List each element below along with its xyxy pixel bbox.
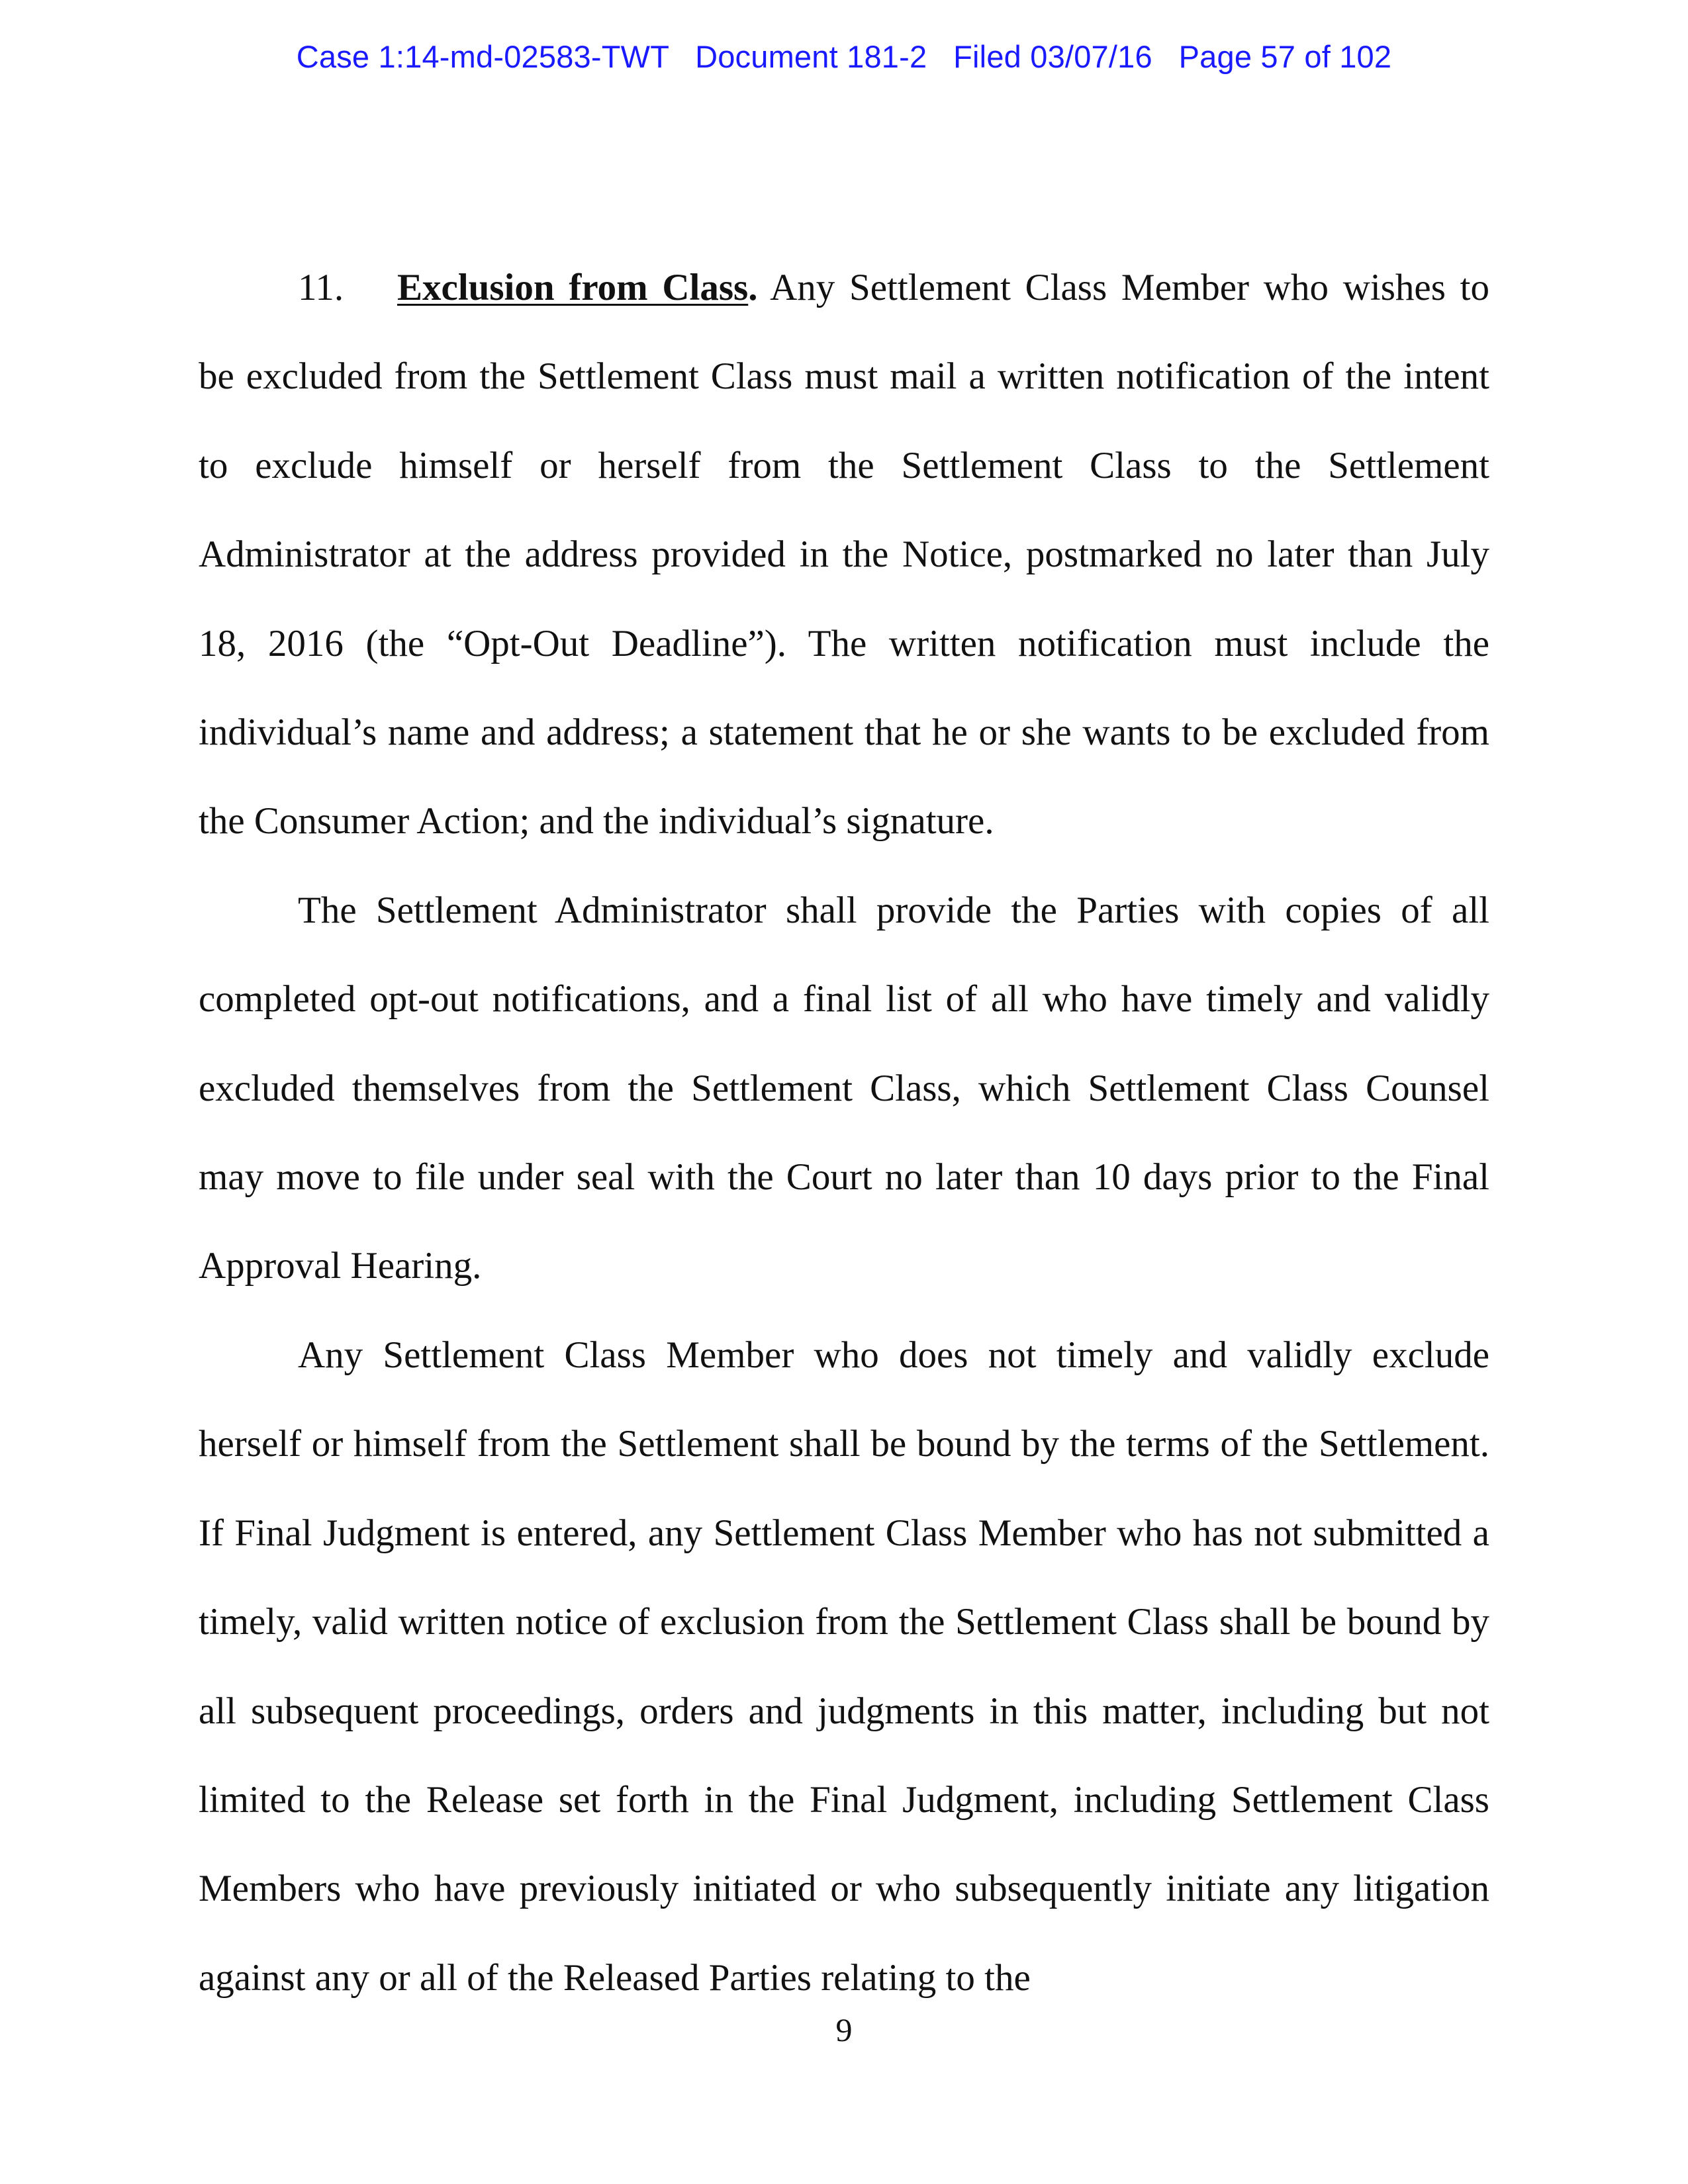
document-number: Document 181-2: [695, 39, 927, 74]
section-11-paragraph: [199, 244, 1489, 866]
case-number: Case 1:14-md-02583-TWT: [296, 39, 669, 74]
page-count: Page 57 of 102: [1178, 39, 1392, 74]
page-number: 9: [835, 2011, 853, 2048]
body-text: [199, 244, 1489, 2023]
section-heading-period: .: [748, 267, 758, 308]
section-heading: Exclusion from Class: [397, 267, 749, 308]
filed-date: Filed 03/07/16: [953, 39, 1152, 74]
paragraph-1-text: Any Settlement Class Member who wishes to be excluded from the Settlement Class must mail a written notification of the intent to exclude himself or herself from the Settlement Class to the Settlement Administrator at the address provided in the Notice, postmarked no later than July 18, 2016 (the “Opt-Out Deadline”). The written notification must include the individual’s name and address; a statement that he or she wants to be excluded from the Consumer Action; and the individual’s signature.: [199, 267, 1489, 842]
case-header: [0, 38, 1688, 75]
paragraph-3: Any Settlement Class Member who does not timely and validly exclude herself or himself from the Settlement shall be bound by the terms of the Settlement. If Final Judgment is entered, any Settlement Class Member who has not submitted a timely, valid written notice of exclusion from the Settlement Class shall be bound by all subsequent proceedings, orders and judgments in this matter, including but not limited to the Release set forth in the Final Judgment, including Settlement Class Members who have previously initiated or who subsequently initiate any litigation against any or all of the Released Parties relating to the: [199, 1334, 1489, 1999]
section-number: 11.: [298, 267, 344, 308]
paragraph-2: The Settlement Administrator shall provide the Parties with copies of all completed opt-out notifications, and a final list of all who have timely and validly excluded themselves from the Settlement Class, which Settlement Class Counsel may move to file under seal with the Court no later than 10 days prior to the Final Approval Hearing.: [199, 889, 1489, 1287]
